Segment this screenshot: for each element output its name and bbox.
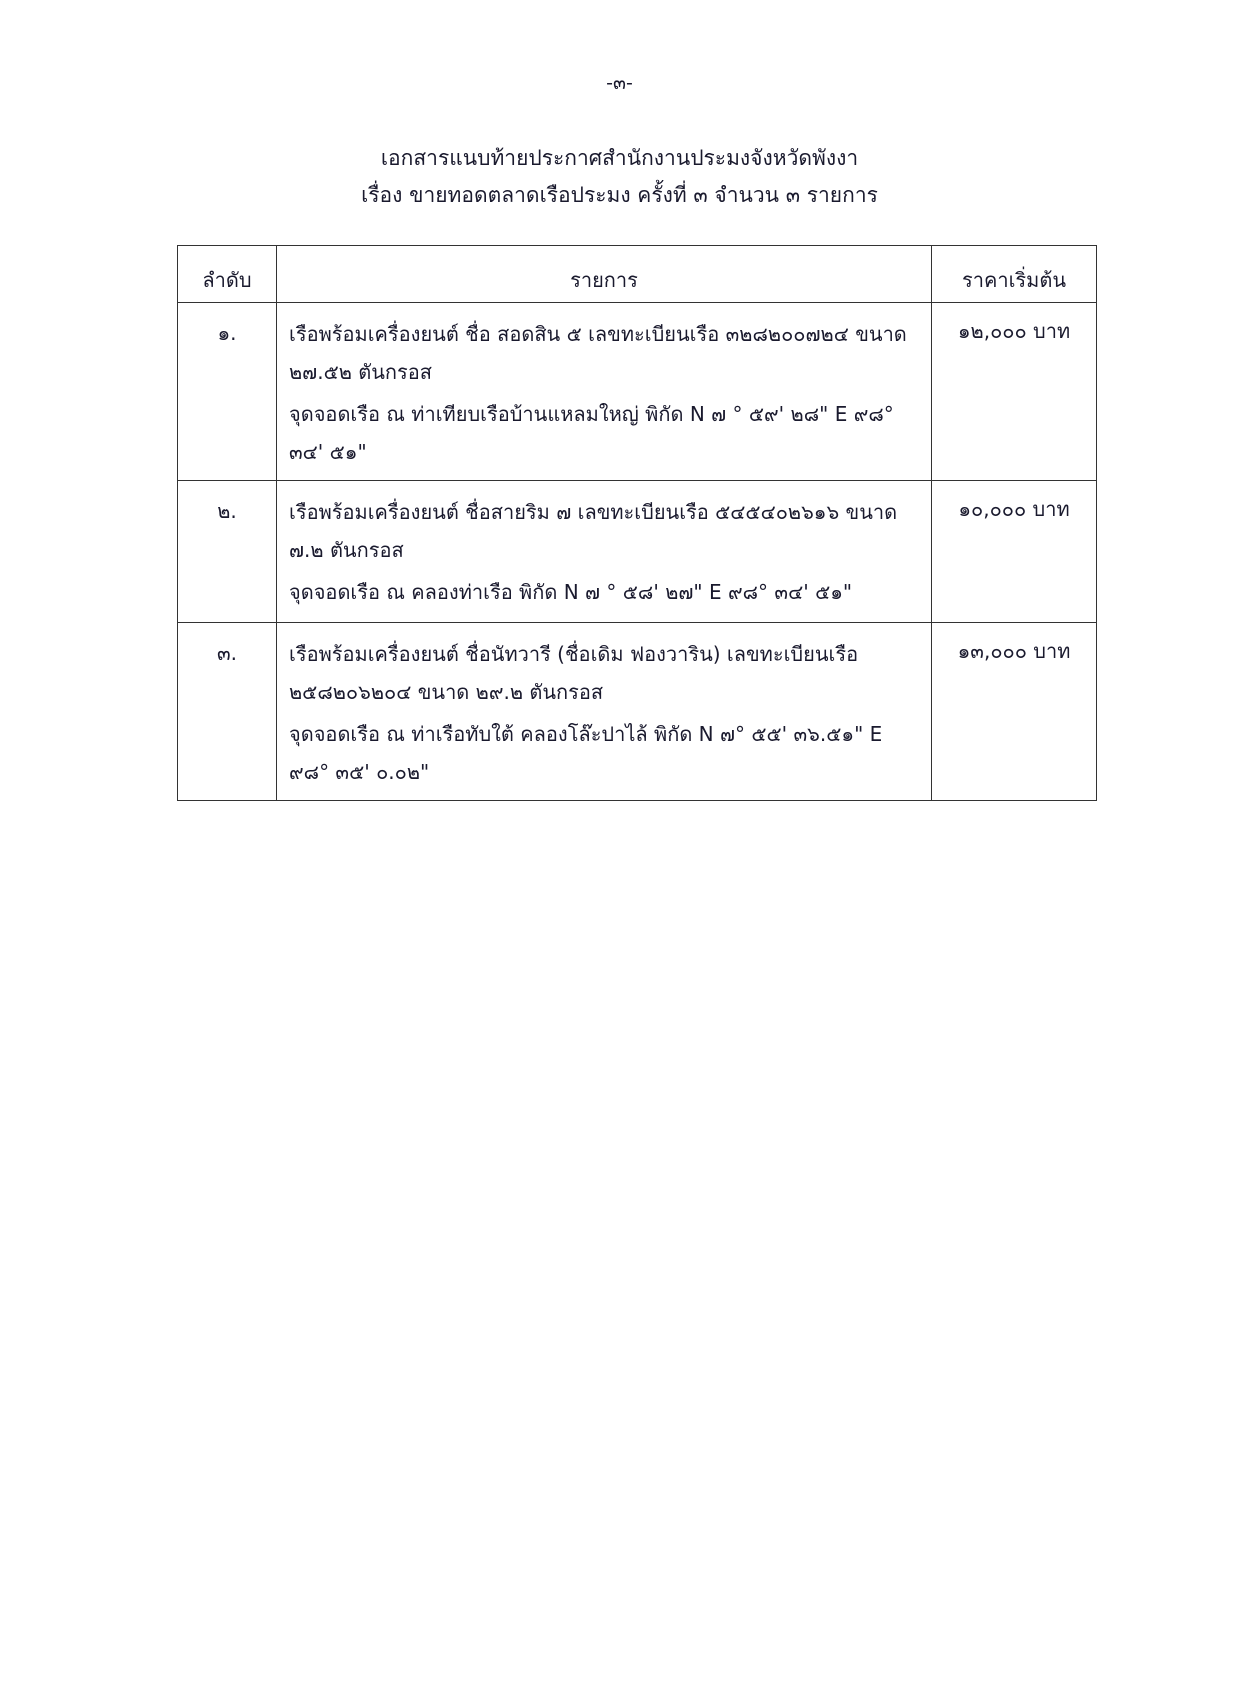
- document-title: [0, 140, 1239, 214]
- row-description-cell: [277, 623, 932, 801]
- boat-description: เรือพร้อมเครื่องยนต์ ชื่อ สอดสิน ๕ เลขทะเบียนเรือ ๓๒๘๒๐๐๗๒๔ ขนาด ๒๗.๕๒ ตันกรอส: [289, 322, 907, 384]
- row-price: ๑๐,๐๐๐ บาท: [932, 481, 1097, 623]
- boat-description: เรือพร้อมเครื่องยนต์ ชื่อนัทวารี (ชื่อเดิม ฟองวาริน) เลขทะเบียนเรือ ๒๕๘๒๐๖๒๐๔ ขนาด ๒๙.๒ ตันกรอส: [289, 642, 859, 704]
- header-price: ราคาเริ่มต้น: [932, 246, 1097, 303]
- table-row: [178, 481, 1097, 623]
- row-number: ๑.: [178, 303, 277, 481]
- boat-location: จุดจอดเรือ ณ คลองท่าเรือ พิกัด N ๗ ° ๕๘' ๒๗" E ๙๘° ๓๔' ๕๑": [289, 580, 853, 604]
- header-item: รายการ: [277, 246, 932, 303]
- table-header-row: [178, 246, 1097, 303]
- row-price: ๑๓,๐๐๐ บาท: [932, 623, 1097, 801]
- row-price: ๑๒,๐๐๐ บาท: [932, 303, 1097, 481]
- row-number: ๒.: [178, 481, 277, 623]
- auction-items-table: [177, 245, 1097, 801]
- title-line-1: เอกสารแนบท้ายประกาศสำนักงานประมงจังหวัดพังงา: [380, 146, 859, 170]
- boat-description: เรือพร้อมเครื่องยนต์ ชื่อสายริม ๗ เลขทะเบียนเรือ ๕๔๕๔๐๒๖๑๖ ขนาด ๗.๒ ตันกรอส: [289, 500, 898, 562]
- boat-location: จุดจอดเรือ ณ ท่าเทียบเรือบ้านแหลมใหญ่ พิกัด N ๗ ° ๕๙' ๒๘" E ๙๘° ๓๔' ๕๑": [289, 402, 894, 464]
- table-row: [178, 303, 1097, 481]
- table-row: [178, 623, 1097, 801]
- title-line-2: เรื่อง ขายทอดตลาดเรือประมง ครั้งที่ ๓ จำนวน ๓ รายการ: [361, 183, 878, 207]
- page-number: -๓-: [606, 72, 633, 94]
- row-description-cell: [277, 481, 932, 623]
- boat-location: จุดจอดเรือ ณ ท่าเรือทับใต้ คลองโล๊ะปาไล้ พิกัด N ๗° ๕๕' ๓๖.๕๑" E ๙๘° ๓๕' ๐.๐๒": [289, 722, 883, 784]
- header-no: ลำดับ: [178, 246, 277, 303]
- row-number: ๓.: [178, 623, 277, 801]
- row-description-cell: [277, 303, 932, 481]
